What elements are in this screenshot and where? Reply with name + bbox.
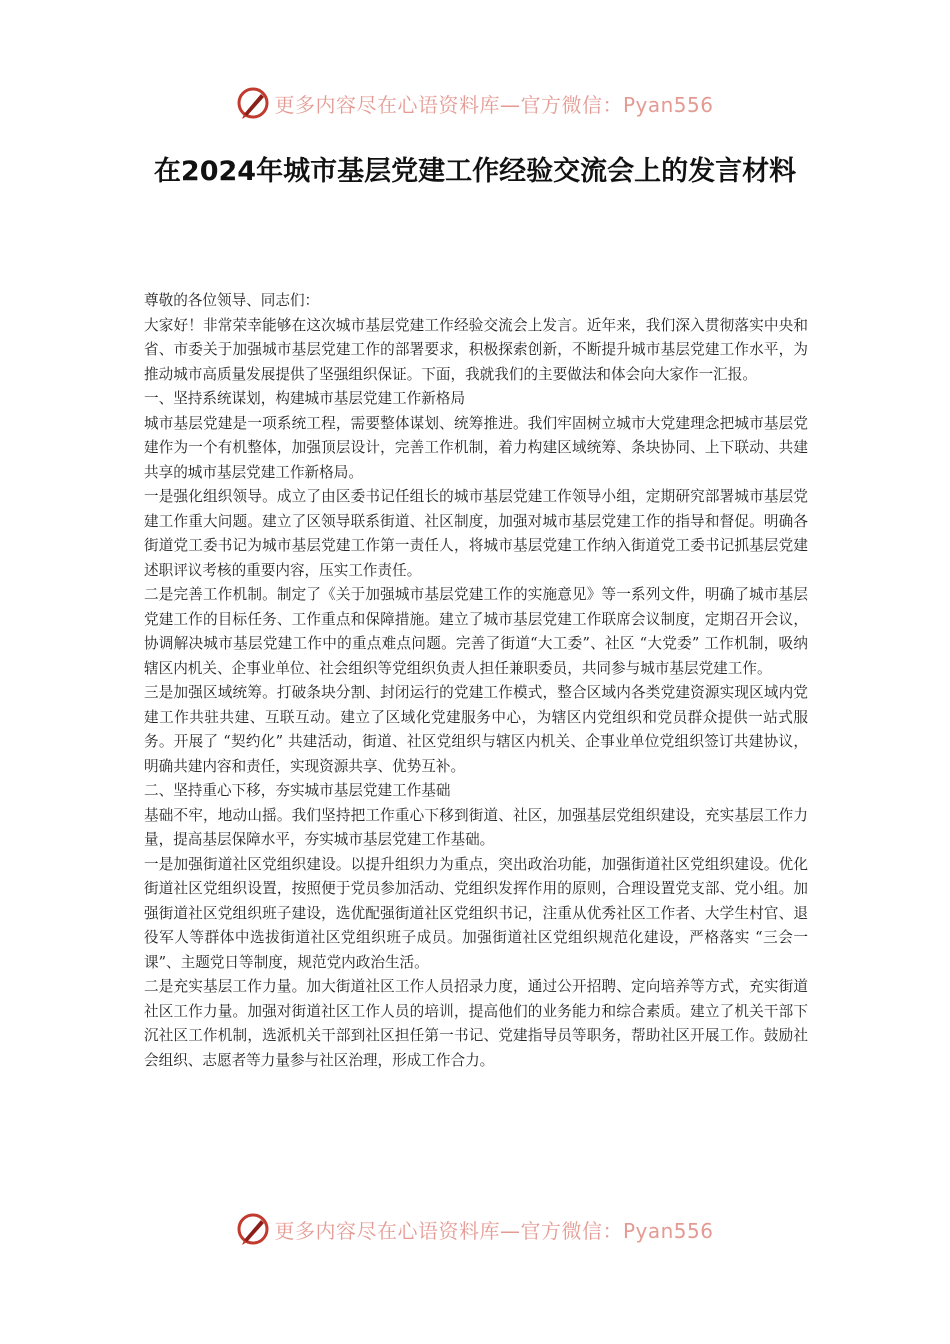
paragraph: 三是加强区域统筹。打破条块分割、封闭运行的党建工作模式，整合区域内各类党建资源实现区域内党建工作共驻共建、互联互动。建立了区域化党建服务中心，为辖区内党组织和党员群众提供一站式服务。开展了 “契约化” 共建活动，街道、社区党组织与辖区内机关、企事业单位党组织签订共建协议，明确共建内容和责任，实现资源共享、优势互补。 bbox=[144, 684, 808, 775]
footer-watermark-banner bbox=[0, 1207, 950, 1251]
section-heading: 一、坚持系统谋划，构建城市基层党建工作新格局 bbox=[144, 390, 466, 407]
paragraph: 一是加强街道社区党组织建设。以提升组织力为重点，突出政治功能，加强街道社区党组织建设。优化街道社区党组织设置，按照便于党员参加活动、党组织发挥作用的原则，合理设置党支部、党小组。加强街道社区党组织班子建设，选优配强街道社区党组织书记，注重从优秀社区工作者、大学生村官、退役军人等群体中选拔街道社区党组织班子成员。加强街道社区党组织规范化建设，严格落实 “三会一课”、主题党日等制度，规范党内政治生活。 bbox=[144, 855, 808, 971]
pen-circle-logo-icon bbox=[236, 1212, 270, 1246]
paragraph: 城市基层党建是一项系统工程，需要整体谋划、统筹推进。我们牢固树立城市大党建理念把城市基层党建作为一个有机整体，加强顶层设计，完善工作机制，着力构建区域统筹、条块协同、上下联动、共建共享的城市基层党建工作新格局。 bbox=[144, 414, 808, 481]
paragraph: 基础不牢，地动山摇。我们坚持把工作重心下移到街道、社区，加强基层党组织建设，充实基层工作力量，提高基层保障水平，夯实城市基层党建工作基础。 bbox=[144, 806, 808, 848]
paragraph: 二是充实基层工作力量。加大街道社区工作人员招录力度，通过公开招聘、定向培养等方式，充实街道社区工作力量。加强对街道社区工作人员的培训，提高他们的业务能力和综合素质。建立了机关干部下沉社区工作机制，选派机关干部到社区担任第一书记、党建指导员等职务，帮助社区开展工作。鼓励社会组织、志愿者等力量参与社区治理，形成工作合力。 bbox=[144, 978, 808, 1069]
header-banner-text: 更多内容尽在心语资料库—官方微信：Pyan556 bbox=[274, 92, 714, 117]
document-title: 在2024年城市基层党建工作经验交流会上的发言材料 bbox=[153, 156, 797, 187]
section-heading: 二、坚持重心下移，夯实城市基层党建工作基础 bbox=[144, 782, 451, 799]
header-watermark-banner bbox=[0, 81, 950, 125]
paragraph: 一是强化组织领导。成立了由区委书记任组长的城市基层党建工作领导小组，定期研究部署城市基层党建工作重大问题。建立了区领导联系街道、社区制度，加强对城市基层党建工作的指导和督促。明确各街道党工委书记为城市基层党建工作第一责任人，将城市基层党建工作纳入街道党工委书记抓基层党建述职评议考核的重要内容，压实工作责任。 bbox=[144, 488, 808, 579]
document-body bbox=[144, 289, 808, 1073]
pen-circle-logo-icon bbox=[236, 86, 270, 120]
footer-banner-text: 更多内容尽在心语资料库—官方微信：Pyan556 bbox=[274, 1218, 714, 1243]
paragraph: 大家好！非常荣幸能够在这次城市基层党建工作经验交流会上发言。近年来，我们深入贯彻落实中央和省、市委关于加强城市基层党建工作的部署要求，积极探索创新，不断提升城市基层党建工作水平，为推动城市高质量发展提供了坚强组织保证。下面，我就我们的主要做法和体会向大家作一汇报。 bbox=[144, 316, 808, 383]
paragraph: 二是完善工作机制。制定了《关于加强城市基层党建工作的实施意见》等一系列文件，明确了城市基层党建工作的目标任务、工作重点和保障措施。建立了城市基层党建工作联席会议制度，定期召开会议，协调解决城市基层党建工作中的重点难点问题。完善了街道“大工委”、社区 “大党委” 工作机制，吸纳辖区内机关、企事业单位、社会组织等党组织负责人担任兼职委员，共同参与城市基层党建工作。 bbox=[144, 586, 808, 677]
paragraph-salutation: 尊敬的各位领导、同志们： bbox=[144, 292, 320, 309]
